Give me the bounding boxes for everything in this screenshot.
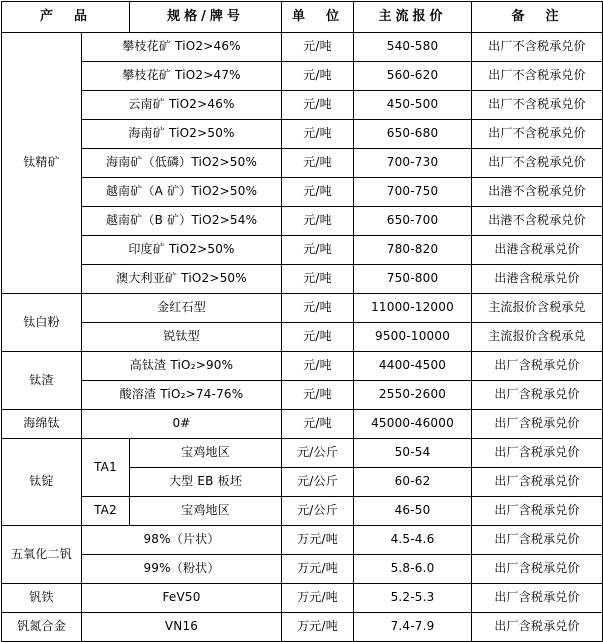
unit-cell: 元/吨 [282,265,354,294]
product-cell: 0# [82,410,282,439]
note-cell: 出港含税承兑价 [472,236,603,265]
product-cell: 海南矿（低磷）TiO2>50% [82,149,282,178]
table-row [2,584,603,613]
price-cell: 450-500 [354,91,472,120]
note-cell: 出厂含税承兑价 [472,352,603,381]
product-cell: 海南矿 TiO2>50% [82,120,282,149]
table-row [2,265,603,294]
price-cell: 46-50 [354,497,472,526]
product-cell: 攀枝花矿 TiO2>46% [82,33,282,62]
note-cell: 出厂不含税承兑价 [472,120,603,149]
price-cell: 650-700 [354,207,472,236]
unit-cell: 元/吨 [282,178,354,207]
price-cell: 45000-46000 [354,410,472,439]
product-cell: 高钛渣 TiO₂>90% [82,352,282,381]
category-cell: 五氧化二钒 [2,526,82,584]
column-header-product: 产 品 [2,2,130,33]
unit-cell: 元/吨 [282,381,354,410]
product-cell: 澳大利亚矿 TiO2>50% [82,265,282,294]
table-row [2,555,603,584]
column-header-unit: 单 位 [282,2,354,33]
table-row [2,410,603,439]
table-row [2,120,603,149]
note-cell: 出厂含税承兑价 [472,439,603,468]
table-row [2,323,603,352]
unit-cell: 元/吨 [282,294,354,323]
price-table-sheet [1,1,602,642]
price-table [1,1,603,642]
product-cell: 大型 EB 板坯 [130,468,282,497]
price-cell: 650-680 [354,120,472,149]
note-cell: 出厂含税承兑价 [472,613,603,642]
product-cell: 攀枝花矿 TiO2>47% [82,62,282,91]
note-cell: 出厂含税承兑价 [472,555,603,584]
note-cell: 主流报价含税承兑 [472,294,603,323]
product-cell: FeV50 [82,584,282,613]
grade-cell: TA1 [82,439,130,497]
table-header [2,2,603,33]
unit-cell: 元/吨 [282,236,354,265]
product-cell: 印度矿 TiO2>50% [82,236,282,265]
price-cell: 7.4-7.9 [354,613,472,642]
table-row [2,236,603,265]
table-body [2,33,603,642]
product-cell: 云南矿 TiO2>46% [82,91,282,120]
unit-cell: 元/公斤 [282,468,354,497]
note-cell: 出厂含税承兑价 [472,410,603,439]
price-cell: 5.2-5.3 [354,584,472,613]
note-cell: 出港不含税承兑价 [472,178,603,207]
product-cell: 越南矿（A 矿）TiO2>50% [82,178,282,207]
table-row [2,207,603,236]
category-cell: 钒氮合金 [2,613,82,642]
table-row [2,149,603,178]
price-cell: 780-820 [354,236,472,265]
category-cell: 钛精矿 [2,33,82,294]
note-cell: 出港不含税承兑价 [472,207,603,236]
note-cell: 出港含税承兑价 [472,265,603,294]
unit-cell: 元/吨 [282,120,354,149]
price-cell: 4.5-4.6 [354,526,472,555]
table-row [2,33,603,62]
note-cell: 主流报价含税承兑 [472,323,603,352]
product-cell: 98%（片状） [82,526,282,555]
price-cell: 560-620 [354,62,472,91]
unit-cell: 万元/吨 [282,526,354,555]
note-cell: 出厂不含税承兑价 [472,149,603,178]
unit-cell: 万元/吨 [282,584,354,613]
unit-cell: 万元/吨 [282,613,354,642]
unit-cell: 元/吨 [282,207,354,236]
table-row [2,294,603,323]
note-cell: 出厂含税承兑价 [472,381,603,410]
product-cell: 金红石型 [82,294,282,323]
table-row [2,62,603,91]
price-cell: 700-730 [354,149,472,178]
product-cell: VN16 [82,613,282,642]
product-cell: 99%（粉状） [82,555,282,584]
price-cell: 5.8-6.0 [354,555,472,584]
table-header-row [2,2,603,33]
price-cell: 700-750 [354,178,472,207]
note-cell: 出厂含税承兑价 [472,526,603,555]
price-cell: 60-62 [354,468,472,497]
table-row [2,526,603,555]
note-cell: 出厂含税承兑价 [472,497,603,526]
price-cell: 9500-10000 [354,323,472,352]
unit-cell: 万元/吨 [282,555,354,584]
table-row [2,178,603,207]
note-cell: 出厂不含税承兑价 [472,91,603,120]
category-cell: 钒铁 [2,584,82,613]
note-cell: 出厂含税承兑价 [472,584,603,613]
unit-cell: 元/公斤 [282,497,354,526]
note-cell: 出厂不含税承兑价 [472,62,603,91]
unit-cell: 元/吨 [282,410,354,439]
product-cell: 锐钛型 [82,323,282,352]
column-header-spec: 规格/牌号 [130,2,282,33]
note-cell: 出厂含税承兑价 [472,468,603,497]
column-header-note: 备 注 [472,2,603,33]
price-cell: 4400-4500 [354,352,472,381]
table-row [2,381,603,410]
table-row [2,352,603,381]
price-cell: 11000-12000 [354,294,472,323]
price-cell: 540-580 [354,33,472,62]
unit-cell: 元/吨 [282,352,354,381]
category-cell: 钛锭 [2,439,82,526]
category-cell: 海绵钛 [2,410,82,439]
unit-cell: 元/吨 [282,323,354,352]
table-row [2,613,603,642]
unit-cell: 元/吨 [282,149,354,178]
table-row [2,439,603,468]
price-cell: 750-800 [354,265,472,294]
category-cell: 钛白粉 [2,294,82,352]
column-header-price: 主流报价 [354,2,472,33]
product-cell: 酸溶渣 TiO₂>74-76% [82,381,282,410]
category-cell: 钛渣 [2,352,82,410]
product-cell: 越南矿（B 矿）TiO2>54% [82,207,282,236]
unit-cell: 元/吨 [282,33,354,62]
price-cell: 2550-2600 [354,381,472,410]
note-cell: 出厂不含税承兑价 [472,33,603,62]
grade-cell: TA2 [82,497,130,526]
unit-cell: 元/吨 [282,62,354,91]
product-cell: 宝鸡地区 [130,439,282,468]
product-cell: 宝鸡地区 [130,497,282,526]
price-cell: 50-54 [354,439,472,468]
unit-cell: 元/公斤 [282,439,354,468]
unit-cell: 元/吨 [282,91,354,120]
table-row [2,497,603,526]
table-row [2,91,603,120]
